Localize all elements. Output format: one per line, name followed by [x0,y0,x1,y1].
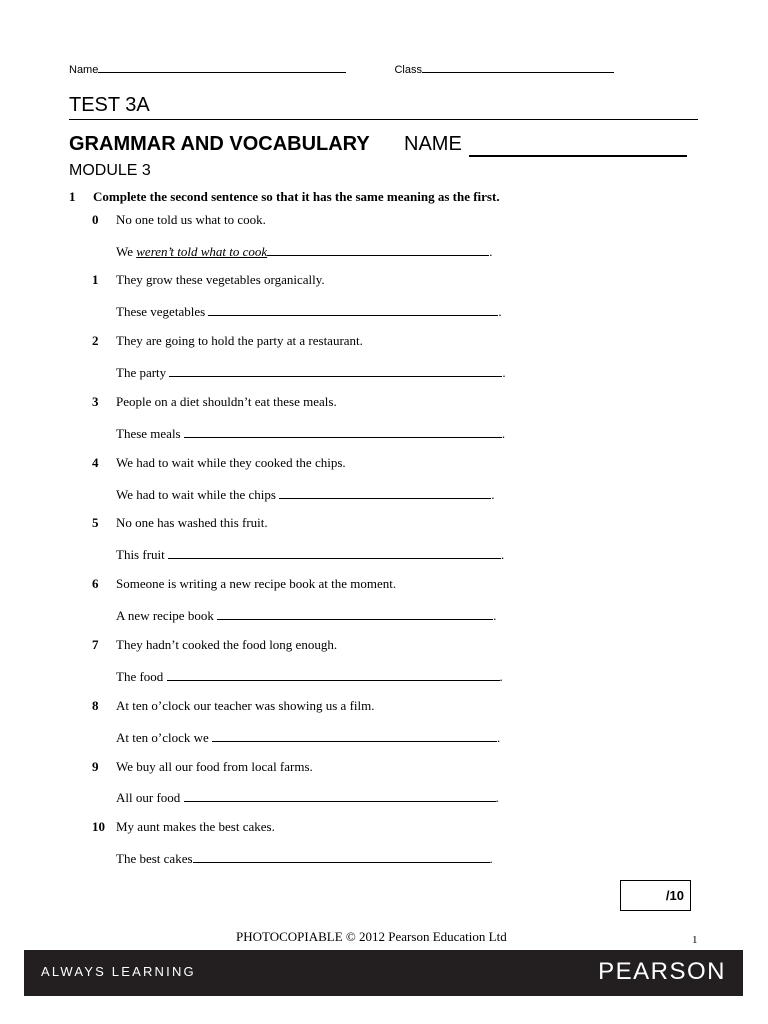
brand-logo: PEARSON [598,958,726,985]
answer-blank[interactable] [217,606,493,620]
name-field-line[interactable] [469,155,687,157]
item-prompt: This fruit [116,547,165,562]
item-sentence: My aunt makes the best cakes. [116,819,275,834]
full-stop: . [501,547,505,562]
item-answer-line [116,849,493,867]
item-sentence: We had to wait while they cooked the chips. [116,455,346,470]
footer-bar [24,950,743,996]
item-answer-line [116,667,503,685]
item-answer-line [116,788,499,806]
item-sentence: They hadn’t cooked the food long enough. [116,637,338,652]
instruction-text: Complete the second sentence so that it has the same meaning as the first. [93,189,500,204]
answer-blank[interactable] [169,363,502,377]
score-total: /10 [665,888,684,903]
page-number: 1 [692,934,698,946]
full-stop: . [491,487,495,502]
full-stop: . [493,608,497,623]
tagline: ALWAYS LEARNING [41,964,196,979]
class-fill-line[interactable] [422,62,614,73]
item-sentence: No one has washed this fruit. [116,515,268,530]
exercise-instruction [69,189,500,205]
section-title: GRAMMAR AND VOCABULARY [69,133,370,155]
answer-blank[interactable] [193,849,490,863]
item-answer-line [116,606,496,624]
item-number: 9 [92,759,99,774]
name-label: Name [69,64,99,76]
item-number: 0 [92,212,99,227]
item-sentence: At ten o’clock our teacher was showing us a film. [116,698,375,713]
answer-blank[interactable] [184,424,502,438]
full-stop: . [501,426,506,441]
name-fill-line[interactable] [98,62,346,73]
name-class-line [69,62,614,76]
full-stop: . [489,244,493,259]
item-number: 5 [92,515,99,530]
answer-blank[interactable] [279,485,491,499]
item-sentence: They are going to hold the party at a restaurant. [116,333,363,348]
item-number: 7 [92,637,99,652]
item-sentence: We buy all our food from local farms. [116,759,313,774]
item-number: 6 [92,576,99,591]
example-answer: weren’t told what to cook [136,244,268,259]
module-label: MODULE 3 [69,162,151,179]
item-number: 4 [92,455,99,470]
item-number: 10 [92,819,105,834]
item-prompt: We [116,244,133,259]
copyright-notice: PHOTOCOPIABLE © 2012 Pearson Education Ltd [236,929,507,944]
answer-blank[interactable] [168,545,501,559]
answer-blank[interactable] [167,667,500,681]
item-sentence: They grow these vegetables organically. [116,272,325,287]
item-number: 3 [92,394,99,409]
name-field-label: NAME [404,133,462,155]
answer-blank[interactable] [212,728,497,742]
answer-blank[interactable] [208,302,498,316]
item-answer-line [116,485,494,503]
item-number: 1 [92,272,99,287]
item-sentence: Someone is writing a new recipe book at the moment. [116,576,397,591]
item-answer-line [116,424,505,442]
item-prompt: A new recipe book [116,608,214,623]
item-sentence: People on a diet shouldn’t eat these meals. [116,394,337,409]
test-title: TEST 3A [69,94,150,116]
item-answer-line [116,363,506,381]
answer-blank [267,242,489,256]
item-prompt: These vegetables [116,304,206,319]
item-prompt: The party [116,365,167,380]
item-answer-line [116,302,502,320]
item-answer-line [116,728,500,746]
full-stop: . [497,730,501,745]
item-answer-line [116,545,504,563]
item-number: 8 [92,698,99,713]
full-stop: . [495,790,499,805]
item-sentence: No one told us what to cook. [116,212,266,227]
item-number: 2 [92,333,99,348]
title-divider [69,119,698,120]
full-stop: . [499,669,503,684]
score-box [620,880,691,911]
item-prompt: At ten o’clock we [116,730,209,745]
class-label: Class [394,64,422,76]
item-prompt: The best cakes [116,851,193,866]
full-stop: . [502,365,506,380]
item-prompt: All our food [116,790,181,805]
item-answer-line [116,242,492,260]
exercise-number: 1 [69,189,76,204]
full-stop: . [498,304,502,319]
answer-blank[interactable] [184,788,496,802]
item-prompt: These meals [116,426,181,441]
item-prompt: We had to wait while the chips [116,487,276,502]
item-prompt: The food [116,669,164,684]
full-stop: . [489,851,493,866]
